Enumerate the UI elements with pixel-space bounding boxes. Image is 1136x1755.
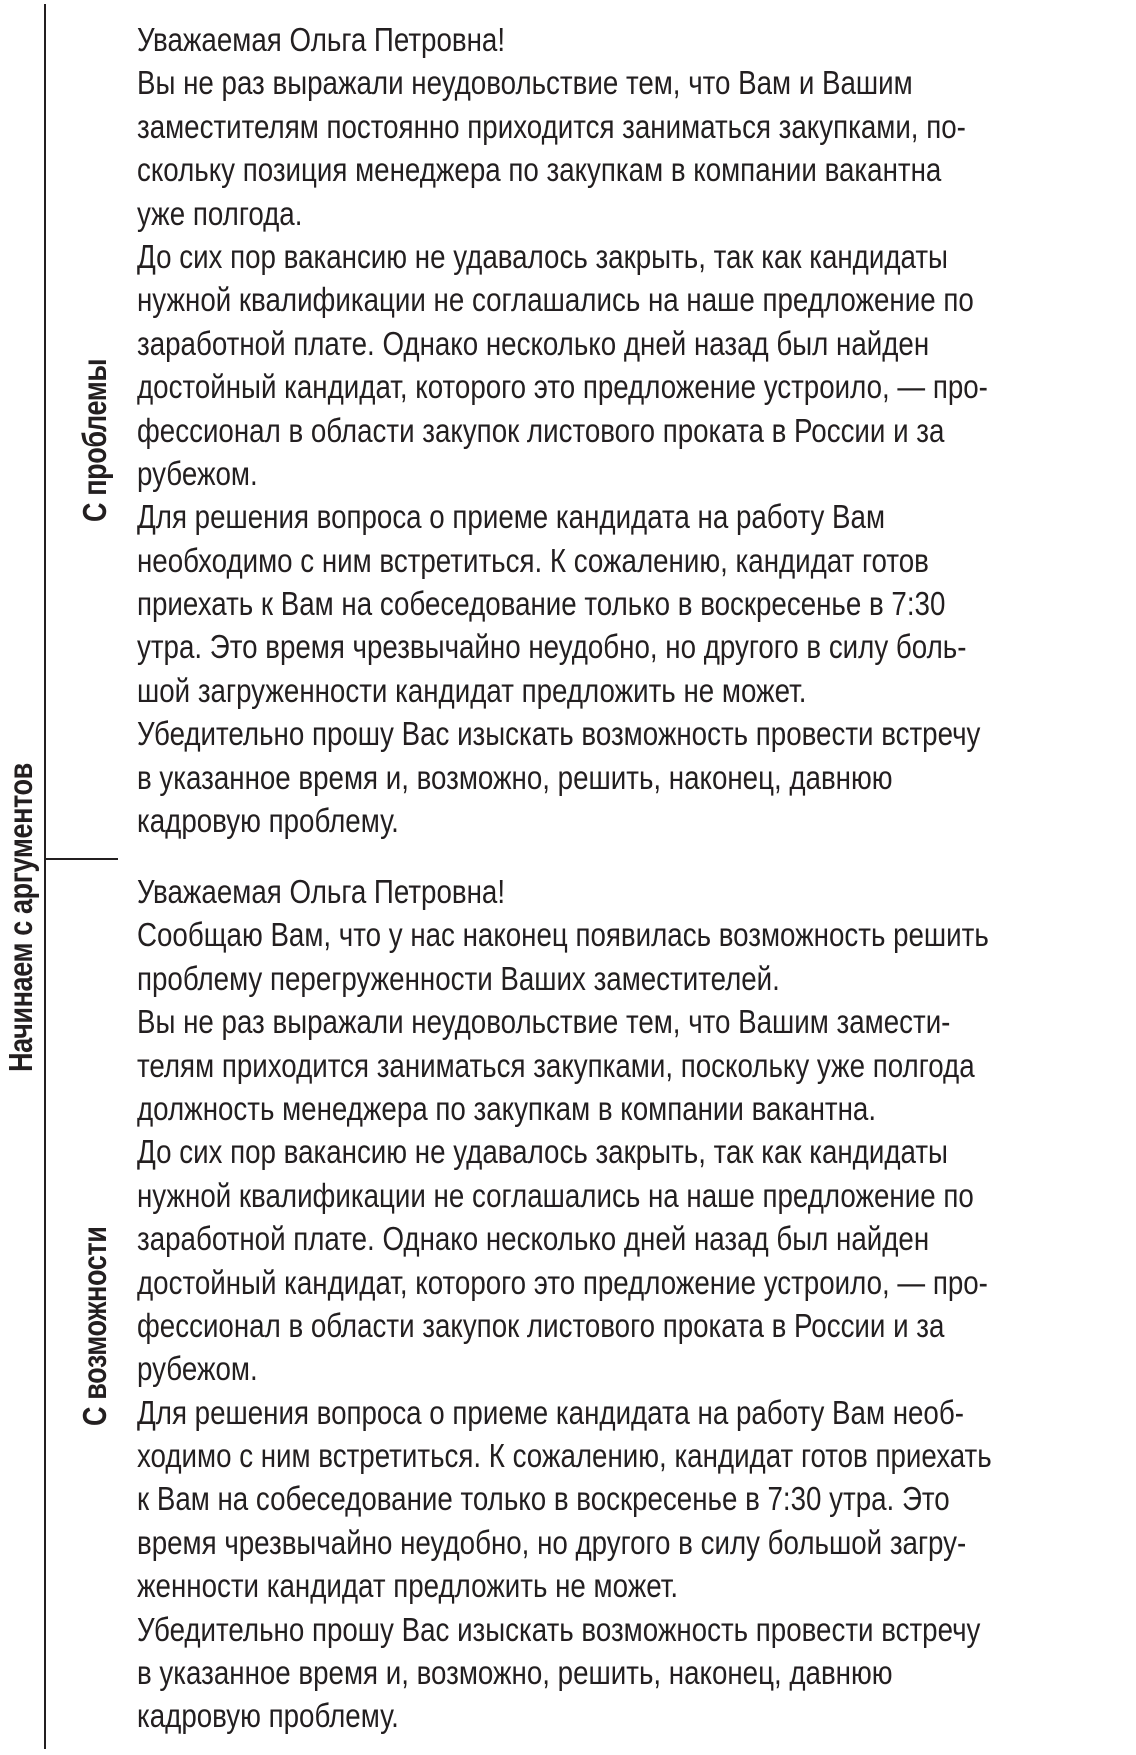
letter-opportunity (137, 870, 1136, 1738)
letter-line: Вы не раз выражали неудовольствие тем, что Вашим замести- (137, 1003, 951, 1041)
letter-line: утра. Это время чрезвычайно неудобно, но другого в силу боль- (137, 628, 967, 666)
letter-line: кадровую проблему. (137, 802, 399, 840)
letter-line: До сих пор вакансию не удавалось закрыть, так как кандидаты (137, 1133, 948, 1171)
letter-line: рубежом. (137, 454, 258, 492)
letter-line: шой загруженности кандидат предложить не может. (137, 671, 807, 709)
letter-line: Для решения вопроса о приеме кандидата на работу Вам (137, 498, 886, 536)
letter-line: время чрезвычайно неудобно, но другого в силу большой загру- (137, 1523, 967, 1561)
letter-line: фессионал в области закупок листового проката в России и за (137, 411, 945, 449)
letter-line: рубежом. (137, 1350, 258, 1388)
letter-line: Сообщаю Вам, что у нас наконец появилась возможность решить (137, 916, 989, 954)
letter-line: достойный кандидат, которого это предложение устроило, — про- (137, 1263, 988, 1301)
main-vertical-label: Начинаем с аргументов (2, 763, 39, 1072)
section-divider (44, 858, 118, 860)
letter-problem (137, 18, 1136, 842)
letter-line: До сих пор вакансию не удавалось закрыть, так как кандидаты (137, 237, 948, 275)
opportunity-section-label: С возможности (76, 1226, 113, 1426)
letter-line: приехать к Вам на собеседование только в воскресенье в 7:30 (137, 585, 946, 623)
letter-line: ходимо с ним встретиться. К сожалению, кандидат готов приехать (137, 1437, 992, 1475)
letter-line: Вы не раз выражали неудовольствие тем, что Вам и Вашим (137, 64, 913, 102)
letter-line: телям приходится заниматься закупками, поскольку уже полгода (137, 1046, 975, 1084)
letter-line: Убедительно прошу Вас изыскать возможность провести встречу (137, 1610, 981, 1648)
letter-line: Уважаемая Ольга Петровна! (137, 873, 506, 910)
letter-line: заработной плате. Однако несколько дней назад был найден (137, 1220, 930, 1258)
letter-line: необходимо с ним встретиться. К сожалению, кандидат готов (137, 541, 929, 579)
letter-line: фессионал в области закупок листового проката в России и за (137, 1306, 945, 1344)
letter-line: кадровую проблему. (137, 1697, 399, 1735)
letter-line: к Вам на собеседование только в воскресенье в 7:30 утра. Это (137, 1480, 950, 1518)
letter-line: должность менеджера по закупкам в компании вакантна. (137, 1089, 877, 1127)
letter-line: достойный кандидат, которого это предложение устроило, — про- (137, 368, 988, 406)
problem-section-label: С проблемы (76, 358, 113, 522)
letter-line: заработной плате. Однако несколько дней назад был найден (137, 324, 930, 362)
letter-line: в указанное время и, возможно, решить, наконец, давнюю (137, 758, 893, 796)
letter-line: уже полгода. (137, 194, 303, 232)
letter-line: проблему перегруженности Ваших заместителей. (137, 959, 780, 997)
letter-line: Для решения вопроса о приеме кандидата на работу Вам необ- (137, 1393, 964, 1431)
letter-line: заместителям постоянно приходится заниматься закупками, по- (137, 107, 966, 145)
letter-line: скольку позиция менеджера по закупкам в компании вакантна (137, 151, 942, 189)
letter-line: нужной квалификации не соглашались на наше предложение по (137, 281, 974, 319)
letter-line: нужной квалификации не соглашались на наше предложение по (137, 1176, 974, 1214)
letter-line: женности кандидат предложить не может. (137, 1567, 679, 1605)
letter-line: Убедительно прошу Вас изыскать возможность провести встречу (137, 715, 981, 753)
letter-line: в указанное время и, возможно, решить, наконец, давнюю (137, 1654, 893, 1692)
letter-line: Уважаемая Ольга Петровна! (137, 21, 506, 58)
left-vertical-rule (44, 4, 46, 1749)
